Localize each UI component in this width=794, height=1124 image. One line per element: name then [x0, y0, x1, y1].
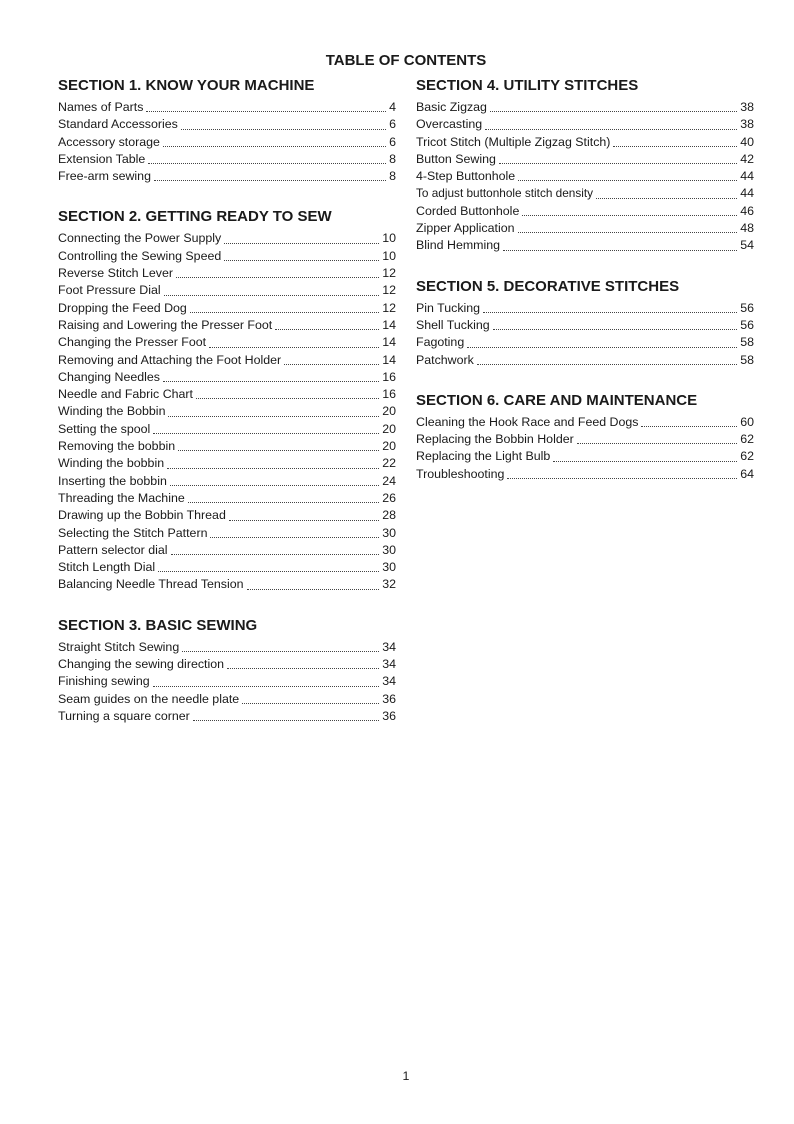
entry-label: Inserting the bobbin — [58, 473, 167, 488]
entry-label: Seam guides on the needle plate — [58, 691, 240, 706]
entry-label: Tricot Stitch (Multiple Zigzag Stitch) — [416, 134, 611, 149]
dot-leader — [467, 347, 737, 348]
entry-page: 38 — [740, 117, 754, 132]
dot-leader — [154, 180, 386, 181]
toc-entry[interactable] — [58, 352, 396, 369]
entry-label: Zipper Application — [416, 221, 515, 236]
entry-page: 10 — [382, 248, 396, 263]
toc-entry[interactable] — [58, 421, 396, 438]
entry-label: Setting the spool — [58, 421, 151, 436]
dot-leader — [227, 668, 379, 669]
entry-page: 60 — [740, 414, 754, 429]
toc-entry[interactable] — [58, 403, 396, 420]
page-number: 1 — [402, 1069, 410, 1083]
entry-page: 44 — [740, 186, 754, 201]
toc-entry[interactable] — [416, 203, 754, 220]
dot-leader — [193, 720, 379, 721]
toc-entry[interactable] — [416, 431, 754, 448]
toc-entry[interactable] — [416, 448, 754, 465]
dot-leader — [242, 703, 379, 704]
toc-entry[interactable] — [58, 673, 396, 690]
dot-leader — [247, 589, 380, 590]
entry-page: 38 — [740, 100, 754, 114]
entry-label: Removing the bobbin — [58, 439, 176, 454]
toc-section-3 — [58, 616, 396, 725]
entry-page: 20 — [382, 439, 396, 454]
dot-leader — [196, 398, 379, 399]
dot-leader — [181, 129, 386, 130]
dot-leader — [284, 364, 379, 365]
toc-entry[interactable] — [416, 99, 754, 116]
toc-entry[interactable] — [58, 490, 396, 507]
dot-leader — [163, 146, 386, 147]
dot-leader — [171, 554, 380, 555]
entry-label: Patchwork — [416, 352, 474, 367]
toc-entry[interactable] — [58, 230, 396, 247]
toc-entry[interactable] — [58, 639, 396, 656]
entry-label: Stitch Length Dial — [58, 560, 156, 575]
dot-leader — [493, 329, 738, 330]
dot-leader — [507, 478, 737, 479]
entry-label: Changing the Presser Foot — [58, 335, 207, 350]
toc-entry[interactable] — [58, 369, 396, 386]
toc-entry[interactable] — [416, 116, 754, 133]
entry-page: 30 — [382, 560, 396, 575]
dot-leader — [146, 111, 386, 112]
entry-label: Changing the sewing direction — [58, 657, 225, 672]
entry-page: 46 — [740, 203, 754, 218]
dot-leader — [483, 312, 737, 313]
toc-entry[interactable] — [58, 473, 396, 490]
entry-label: Shell Tucking — [416, 317, 490, 332]
dot-leader — [477, 364, 737, 365]
toc-entry[interactable] — [58, 438, 396, 455]
toc-entry[interactable] — [416, 300, 754, 317]
entry-page: 6 — [389, 134, 396, 149]
dot-leader — [182, 651, 379, 652]
entry-page: 42 — [740, 151, 754, 166]
entry-page: 62 — [740, 432, 754, 447]
dot-leader — [518, 180, 737, 181]
dot-leader — [188, 502, 379, 503]
toc-entry[interactable] — [58, 168, 396, 185]
entry-label: Needle and Fabric Chart — [58, 387, 193, 402]
toc-entry[interactable] — [58, 300, 396, 317]
dot-leader — [485, 129, 737, 130]
dot-leader — [176, 277, 379, 278]
dot-leader — [167, 468, 379, 469]
entry-label: 4-Step Buttonhole — [416, 169, 516, 184]
entry-label: Corded Buttonhole — [416, 203, 520, 218]
toc-entry[interactable] — [58, 455, 396, 472]
entry-label: Extension Table — [58, 151, 146, 166]
entry-page: 64 — [740, 466, 754, 481]
entry-page: 34 — [382, 639, 396, 654]
entry-label: To adjust buttonhole stitch density — [416, 186, 594, 201]
entry-label: Troubleshooting — [416, 466, 505, 481]
toc-entry[interactable] — [416, 237, 754, 254]
entry-label: Balancing Needle Thread Tension — [58, 577, 244, 592]
entry-page: 48 — [740, 221, 754, 236]
toc-entry[interactable] — [58, 99, 396, 116]
toc-entry[interactable] — [58, 265, 396, 282]
entry-page: 4 — [389, 100, 396, 114]
section-heading: SECTION 5. DECORATIVE STITCHES — [416, 277, 680, 295]
toc-entry[interactable] — [58, 334, 396, 351]
dot-leader — [170, 485, 379, 486]
toc-entry[interactable] — [58, 282, 396, 299]
toc-entry[interactable] — [58, 656, 396, 673]
entry-page: 14 — [382, 335, 396, 350]
entry-page: 8 — [389, 151, 396, 166]
toc-column-right — [416, 76, 754, 505]
entry-label: Controlling the Sewing Speed — [58, 248, 222, 263]
entry-page: 22 — [382, 456, 396, 471]
toc-section-4 — [416, 76, 754, 255]
entry-label: Selecting the Stitch Pattern — [58, 525, 208, 540]
dot-leader — [190, 312, 379, 313]
dot-leader — [518, 232, 738, 233]
toc-entry[interactable] — [58, 691, 396, 708]
toc-entry[interactable] — [58, 507, 396, 524]
toc-entry[interactable] — [416, 317, 754, 334]
entry-page: 6 — [389, 117, 396, 132]
dot-leader — [224, 260, 379, 261]
entry-page: 54 — [740, 238, 754, 253]
entry-label: Threading the Machine — [58, 490, 185, 505]
entry-label: Names of Parts — [58, 100, 144, 114]
section-heading: SECTION 3. BASIC SEWING — [58, 616, 258, 634]
dot-leader — [210, 537, 379, 538]
entry-label: Turning a square corner — [58, 708, 190, 723]
toc-entry[interactable] — [58, 559, 396, 576]
entry-page: 10 — [382, 231, 396, 246]
toc-section-6 — [416, 391, 754, 483]
toc-entry[interactable] — [58, 386, 396, 403]
entry-page: 36 — [382, 691, 396, 706]
toc-entry[interactable] — [58, 116, 396, 133]
section-heading: SECTION 1. KNOW YOUR MACHINE — [58, 77, 315, 94]
toc-section-1 — [58, 76, 396, 185]
dot-leader — [641, 426, 737, 427]
toc-entry[interactable] — [416, 185, 754, 202]
entry-page: 16 — [382, 387, 396, 402]
entry-label: Connecting the Power Supply — [58, 231, 222, 246]
entry-page: 12 — [382, 266, 396, 281]
dot-leader — [178, 450, 379, 451]
entry-page: 24 — [382, 473, 396, 488]
entry-page: 30 — [382, 525, 396, 540]
entry-label: Overcasting — [416, 117, 483, 132]
entry-page: 56 — [740, 300, 754, 315]
dot-leader — [275, 329, 379, 330]
dot-leader — [490, 111, 737, 112]
dot-leader — [158, 571, 379, 572]
toc-entry[interactable] — [58, 708, 396, 725]
dot-leader — [168, 416, 379, 417]
entry-page: 12 — [382, 283, 396, 298]
dot-leader — [503, 250, 737, 251]
toc-entry[interactable] — [58, 576, 396, 593]
dot-leader — [553, 461, 737, 462]
entry-label: Cleaning the Hook Race and Feed Dogs — [416, 414, 639, 429]
section-heading: SECTION 4. UTILITY STITCHES — [416, 77, 639, 94]
entry-label: Changing Needles — [58, 369, 160, 384]
toc-entry[interactable] — [58, 525, 396, 542]
toc-entry[interactable] — [58, 134, 396, 151]
entry-page: 26 — [382, 490, 396, 505]
entry-page: 34 — [382, 657, 396, 672]
entry-label: Raising and Lowering the Presser Foot — [58, 317, 273, 332]
entry-page: 8 — [389, 169, 396, 184]
entry-label: Reverse Stitch Lever — [58, 266, 174, 281]
entry-label: Foot Pressure Dial — [58, 283, 161, 298]
entry-label: Button Sewing — [416, 151, 496, 166]
dot-leader — [153, 686, 380, 687]
toc-entry[interactable] — [58, 151, 396, 168]
toc-entry[interactable] — [416, 220, 754, 237]
entry-page: 20 — [382, 404, 396, 419]
dot-leader — [163, 381, 379, 382]
entry-label: Replacing the Light Bulb — [416, 449, 551, 464]
dot-leader — [148, 163, 386, 164]
entry-page: 28 — [382, 508, 396, 523]
entry-label: Blind Hemming — [416, 238, 501, 253]
entry-page: 36 — [382, 708, 396, 723]
entry-label: Fagoting — [416, 335, 465, 350]
toc-entry[interactable] — [416, 466, 754, 483]
entry-label: Pin Tucking — [416, 300, 481, 315]
entry-label: Drawing up the Bobbin Thread — [58, 508, 226, 523]
toc-entry[interactable] — [416, 334, 754, 351]
entry-page: 62 — [740, 449, 754, 464]
toc-entry[interactable] — [58, 317, 396, 334]
toc-section-2 — [58, 207, 396, 593]
entry-label: Pattern selector dial — [58, 542, 168, 557]
toc-entry[interactable] — [58, 248, 396, 265]
entry-page: 58 — [740, 335, 754, 350]
dot-leader — [153, 433, 379, 434]
entry-page: 20 — [382, 421, 396, 436]
entry-page: 16 — [382, 369, 396, 384]
entry-label: Free-arm sewing — [58, 169, 151, 184]
toc-entry[interactable] — [416, 151, 754, 168]
entry-label: Winding the Bobbin — [58, 404, 166, 419]
dot-leader — [229, 520, 379, 521]
entry-page: 58 — [740, 352, 754, 367]
entry-label: Basic Zigzag — [416, 100, 487, 114]
entry-page: 12 — [382, 300, 396, 315]
section-heading: SECTION 2. GETTING READY TO SEW — [58, 208, 332, 226]
section-heading: SECTION 6. CARE AND MAINTENANCE — [416, 391, 698, 409]
entry-label: Winding the bobbin — [58, 456, 165, 471]
entry-label: Accessory storage — [58, 134, 160, 149]
toc-section-5 — [416, 277, 754, 369]
entry-page: 14 — [382, 317, 396, 332]
entry-label: Replacing the Bobbin Holder — [416, 432, 574, 447]
page-title: TABLE OF CONTENTS — [325, 52, 487, 69]
dot-leader — [209, 347, 379, 348]
dot-leader — [522, 215, 737, 216]
toc-entry[interactable] — [416, 352, 754, 369]
toc-entry[interactable] — [416, 414, 754, 431]
entry-label: Dropping the Feed Dog — [58, 300, 187, 315]
entry-label: Removing and Attaching the Foot Holder — [58, 352, 282, 367]
entry-page: 30 — [382, 542, 396, 557]
entry-label: Standard Accessories — [58, 117, 178, 132]
toc-column-left — [58, 76, 396, 747]
entry-page: 40 — [740, 134, 754, 149]
entry-page: 14 — [382, 352, 396, 367]
entry-page: 32 — [382, 577, 396, 592]
entry-label: Straight Stitch Sewing — [58, 639, 180, 654]
dot-leader — [613, 146, 737, 147]
toc-entry[interactable] — [416, 134, 754, 151]
entry-page: 56 — [740, 317, 754, 332]
entry-page: 44 — [740, 169, 754, 184]
entry-page: 34 — [382, 674, 396, 689]
dot-leader — [224, 243, 379, 244]
dot-leader — [577, 443, 737, 444]
dot-leader — [164, 295, 380, 296]
toc-entry[interactable] — [58, 542, 396, 559]
dot-leader — [499, 163, 737, 164]
dot-leader — [596, 198, 737, 199]
entry-label: Finishing sewing — [58, 674, 150, 689]
toc-entry[interactable] — [416, 168, 754, 185]
